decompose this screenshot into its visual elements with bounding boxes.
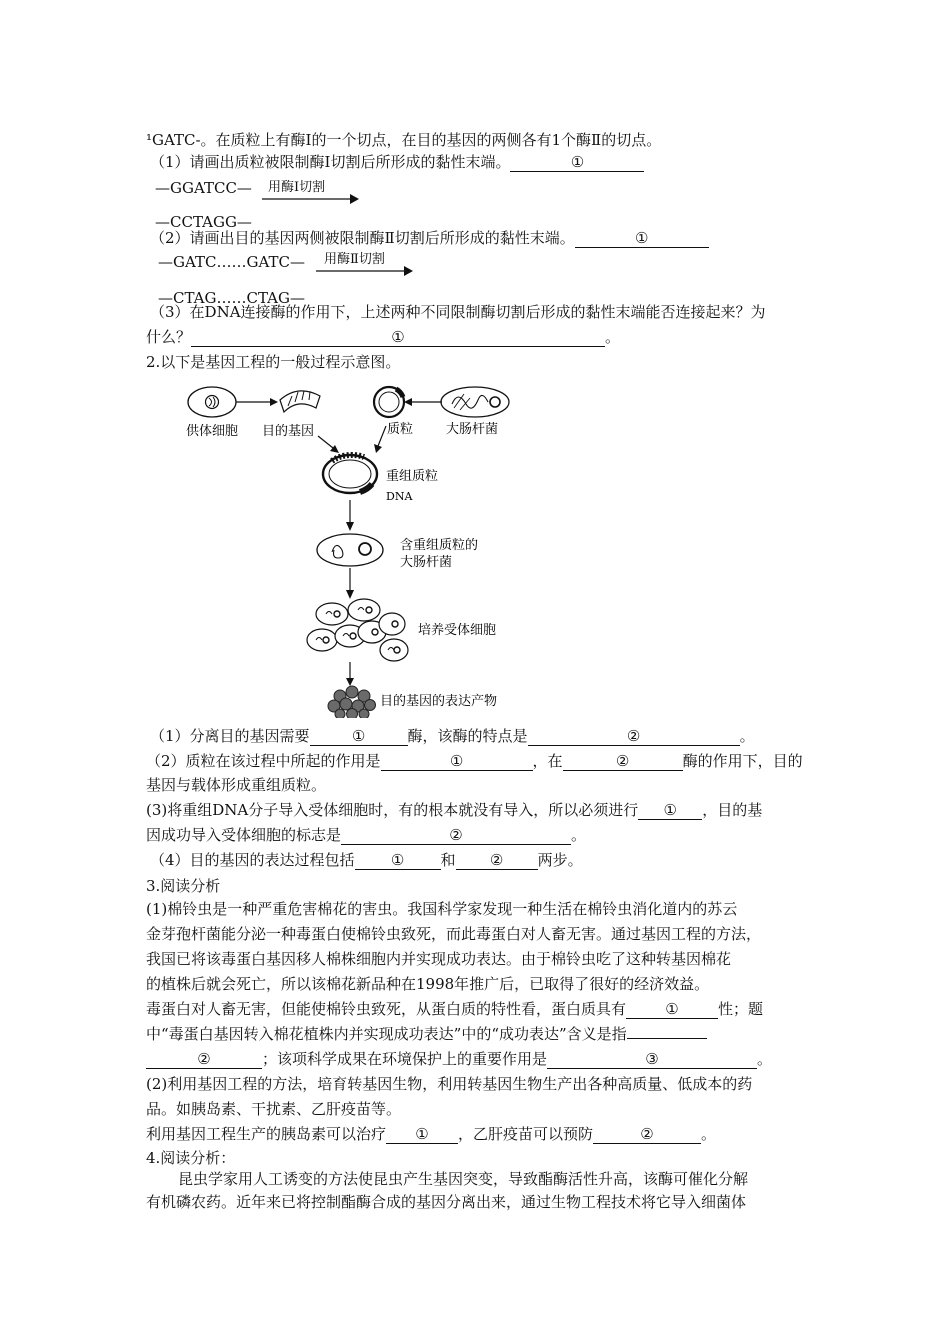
q3-p10-blank2[interactable]: ② (593, 1125, 701, 1144)
q2-s3-text-b: ，目的基 (702, 801, 763, 819)
label-recombinant-ecoli-2: 大肠杆菌 (400, 555, 453, 570)
q1-sub1-bottom-strand: —CCTAGG— (155, 213, 252, 231)
q2-s3-blank1[interactable]: ① (638, 801, 702, 820)
q2-s3-line2 (146, 825, 586, 845)
q2-s4 (150, 850, 583, 870)
q2-s2-text-a: （2）质粒在该过程中所起的作用是 (146, 752, 381, 770)
label-e-coli: 大肠杆菌 (445, 422, 499, 437)
q2-s1-blank1[interactable]: ① (310, 727, 408, 746)
label-target-gene: 目的基因 (261, 424, 315, 439)
q1-sub1-top-strand: —GGATCC— (155, 179, 252, 197)
q3-p5-text-a: 毒蛋白对人畜无害，但能使棉铃虫致死，从蛋白质的特性看，蛋白质具有 (146, 1000, 627, 1018)
q2-s2 (146, 751, 803, 771)
q3-p10-text-a: 利用基因工程生产的胰岛素可以治疗 (146, 1125, 387, 1143)
q2-s2-line2: 基因与载体形成重组质粒。 (146, 776, 327, 794)
recombinant-plasmid-icon (323, 455, 377, 493)
q1-sub2-blank[interactable]: ① (575, 229, 709, 248)
q3-p10 (146, 1124, 716, 1144)
q3-p1: (1)棉铃虫是一种严重危害棉花的害虫。我国科学家发现一种生活在棉铃虫消化道内的苏云 (146, 900, 738, 918)
q3-p5-blank[interactable]: ① (626, 1000, 718, 1019)
q2-s4-blank2[interactable]: ② (456, 851, 538, 870)
q1-sub1 (150, 152, 644, 172)
q1-sub1-arrow-icon (262, 192, 362, 206)
q1-sub1-blank[interactable]: ① (510, 153, 644, 172)
q1-sub3-line1: （3）在DNA连接酶的作用下，上述两种不同限制酶切割后形成的黏性末端能否连接起来？为 (150, 303, 766, 321)
q2-s2-blank2[interactable]: ② (563, 752, 683, 771)
q3-p5-text-b: 性；题 (718, 1000, 764, 1018)
expression-product-icon (328, 686, 376, 718)
q1-sub2-text: （2）请画出目的基因两侧被限制酶Ⅱ切割后所形成的黏性末端。 (150, 229, 575, 247)
q3-p6-blank[interactable] (627, 1038, 707, 1039)
label-culture-cells: 培养受体细胞 (418, 623, 497, 638)
q1-sub3-end: 。 (605, 328, 621, 346)
q1-sub2-bottom-strand: —CTAG……CTAG— (158, 289, 305, 307)
label-plasmid: 质粒 (386, 422, 414, 437)
q2-s2-text-b: ，在 (532, 752, 563, 770)
e-coli-icon (441, 387, 509, 417)
plasmid-icon (374, 387, 404, 417)
q2-s4-blank1[interactable]: ① (355, 851, 441, 870)
q3-p10-text-c: 。 (701, 1125, 717, 1143)
q3-p3: 我国已将该毒蛋白基因移人棉株细胞内并实现成功表达。由于棉铃虫吃了这种转基因棉花 (146, 950, 732, 968)
q1-sub2-arrow-icon (316, 264, 416, 278)
q2-s4-text-a: （4）目的基因的表达过程包括 (150, 851, 355, 869)
q2-s1-text-b: 酶，该酶的特点是 (407, 727, 528, 745)
q3-p10-text-b: ，乙肝疫苗可以预防 (458, 1125, 594, 1143)
label-recombinant-2: DNA (386, 490, 413, 503)
q3-p7-blank1[interactable]: ② (146, 1050, 262, 1069)
q2-s3-text-a: (3)将重组DNA分子导入受体细胞时，有的根本就没有导入，所以必须进行 (146, 801, 639, 819)
gene-engineering-diagram (150, 378, 550, 718)
q2-s2-text-c: 酶的作用下，目的 (682, 752, 803, 770)
q2-s1-text-a: （1）分离目的基因需要 (150, 727, 310, 745)
q1-sub2-arrow-label: 用酶Ⅱ切割 (324, 252, 385, 267)
q1-sub1-arrow-label: 用酶Ⅰ切割 (268, 180, 326, 195)
target-gene-icon (280, 391, 320, 412)
q2-s2-blank1[interactable]: ① (381, 752, 533, 771)
q3-p5 (146, 999, 763, 1019)
q2-s3-text-c: 因成功导入受体细胞的标志是 (146, 826, 342, 844)
q3-p9: 品。如胰岛素、干扰素、乙肝疫苗等。 (146, 1100, 402, 1118)
label-recombinant-ecoli-1: 含重组质粒的 (400, 538, 479, 553)
q1-sub3-line2 (146, 327, 620, 347)
q3-title: 3.阅读分析 (146, 877, 221, 895)
q3-p6-text: 中“毒蛋白基因转入棉花植株内并实现成功表达”中的“成功表达”含义是指 (146, 1025, 627, 1043)
q3-p10-blank1[interactable]: ① (386, 1125, 458, 1144)
q2-s1-blank2[interactable]: ② (528, 727, 740, 746)
q2-s4-text-b: 和 (440, 851, 456, 869)
q2-s4-text-c: 两步。 (537, 851, 583, 869)
q2-s3-text-d: 。 (571, 826, 587, 844)
q3-p8: (2)利用基因工程的方法，培育转基因生物，利用转基因生物生产出各种高质量、低成本的药 (146, 1075, 753, 1093)
q4-p1: 昆虫学家用人工诱变的方法使昆虫产生基因突变，导致酯酶活性升高，该酶可催化分解 (178, 1170, 749, 1188)
label-expression-product: 目的基因的表达产物 (380, 694, 498, 709)
q3-p4: 的植株后就会死亡，所以该棉花新品种在1998年推广后，已取得了很好的经济效益。 (146, 975, 710, 993)
recipient-cells-icon (307, 599, 408, 661)
q1-sub2 (150, 228, 709, 248)
q3-p7-text-b: 。 (757, 1050, 773, 1068)
q2-s1-text-c: 。 (739, 727, 755, 745)
q3-p7-text-a: ；该项科学成果在环境保护上的重要作用是 (262, 1050, 548, 1068)
q2-s3-blank2[interactable]: ② (341, 826, 571, 845)
q1-intro: ¹GATC-。在质粒上有酶Ⅰ的一个切点，在目的基因的两侧各有1个酶Ⅱ的切点。 (146, 131, 662, 149)
q4-p2: 有机磷农药。近年来已将控制酯酶合成的基因分离出来，通过生物工程技术将它导入细菌体 (146, 1193, 747, 1211)
q3-p7-blank2[interactable]: ③ (547, 1050, 757, 1069)
q3-p7 (146, 1049, 772, 1069)
q1-sub1-text: （1）请画出质粒被限制酶Ⅰ切割后所形成的黏性末端。 (150, 153, 511, 171)
label-recombinant-1: 重组质粒 (386, 469, 439, 484)
q2-s1 (150, 726, 755, 746)
recombinant-e-coli-icon (317, 534, 383, 566)
q1-sub3-blank[interactable]: ① (191, 328, 605, 347)
q3-p6 (146, 1024, 707, 1044)
q4-title: 4.阅读分析： (146, 1149, 236, 1167)
q2-title: 2.以下是基因工程的一般过程示意图。 (146, 353, 401, 371)
q1-sub3-prompt: 什么？ (146, 328, 192, 346)
q1-sub2-top-strand: —GATC……GATC— (158, 253, 305, 271)
q3-p2: 金芽孢杆菌能分泌一种毒蛋白使棉铃虫致死，而此毒蛋白对人畜无害。通过基因工程的方法， (146, 925, 762, 943)
label-donor-cell: 供体细胞 (185, 424, 239, 439)
donor-cell-icon (188, 387, 236, 417)
q2-s3 (146, 800, 762, 820)
